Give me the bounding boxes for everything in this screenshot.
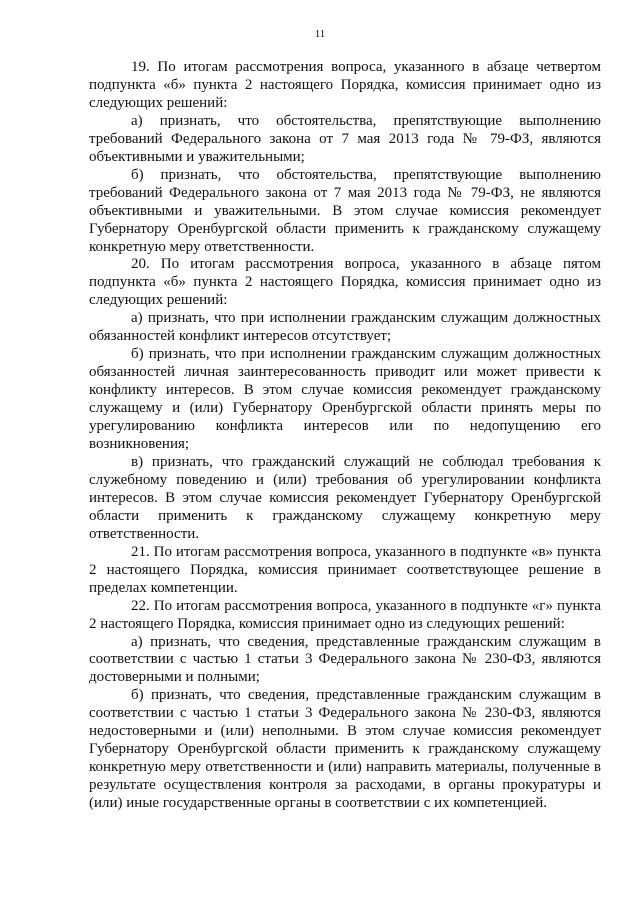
paragraph-22-b: б) признать, что сведения, представленные гражданским служащим в соответствии с частью 1 статьи 3 Федерального закона № 230-ФЗ, являются недостоверными и (или) неполными. В этом случае комиссия рекомендует Губернатору Оренбургской области применить к гражданскому служащему конкретную меру ответственности и (или) направить материалы, полученные в результате осуществления контроля за расходами, в органы прокуратуры и (или) иные государственные органы в соответствии с их компетенцией. [89, 687, 601, 812]
paragraph-19-b: б) признать, что обстоятельства, препятствующие выполнению требований Федерального закона от 7 мая 2013 года № 79-ФЗ, не являются объективными и уважительными. В этом случае комиссия рекомендует Губернатору Оренбургской области применить к гражданскому служащему конкретную меру ответственности. [89, 166, 601, 255]
paragraph-22-a: а) признать, что сведения, представленные гражданским служащим в соответствии с частью 1 статьи 3 Федерального закона № 230-ФЗ, являются достоверными и полными; [89, 633, 601, 686]
document-body [89, 59, 601, 813]
paragraph-20: 20. По итогам рассмотрения вопроса, указанного в абзаце пятом подпункта «б» пункта 2 настоящего Порядка, комиссия принимает одно из следующих решений: [89, 256, 601, 309]
page-number: 11 [314, 28, 326, 40]
paragraph-19: 19. По итогам рассмотрения вопроса, указанного в абзаце четвертом подпункта «б» пункта 2 настоящего Порядка, комиссия принимает одно из следующих решений: [89, 59, 601, 111]
paragraph-22: 22. По итогам рассмотрения вопроса, указанного в подпункте «г» пункта 2 настоящего Порядка, комиссия принимает одно из следующих решений: [89, 597, 601, 632]
paragraph-20-c: в) признать, что гражданский служащий не соблюдал требования к служебному поведению и (или) требования об урегулировании конфликта интересов. В этом случае комиссия рекомендует Губернатору Оренбургской области применить к гражданскому служащему конкретную меру ответственности. [89, 453, 601, 542]
paragraph-20-a: а) признать, что при исполнении гражданским служащим должностных обязанностей конфликт интересов отсутствует; [89, 310, 601, 345]
paragraph-21: 21. По итогам рассмотрения вопроса, указанного в подпункте «в» пункта 2 настоящего Порядка, комиссия принимает соответствующее решение в пределах компетенции. [89, 543, 601, 596]
paragraph-19-a: а) признать, что обстоятельства, препятствующие выполнению требований Федерального закона от 7 мая 2013 года № 79-ФЗ, являются объективными и уважительными; [89, 112, 601, 165]
paragraph-20-b: б) признать, что при исполнении гражданским служащим должностных обязанностей личная заинтересованность приводит или может привести к конфликту интересов. В этом случае комиссия рекомендует гражданскому служащему и (или) Губернатору Оренбургской области принять меры по урегулированию конфликта интересов или по недопущению его возникновения; [89, 346, 601, 453]
